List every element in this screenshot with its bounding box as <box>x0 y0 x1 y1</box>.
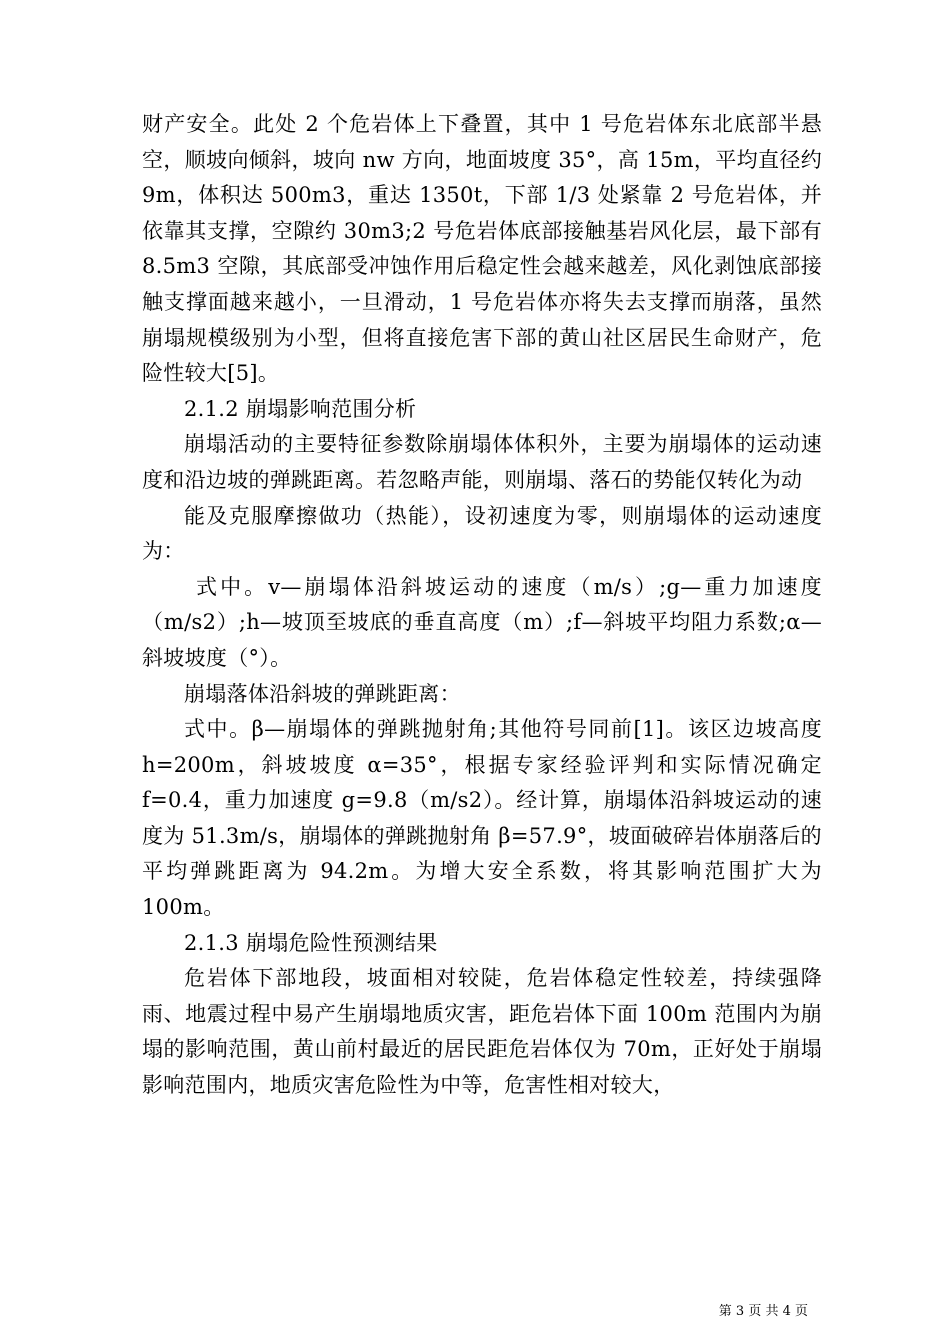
document-body <box>142 107 822 1104</box>
paragraph-velocity-symbols: 式中。v—崩塌体沿斜坡运动的速度（m/s）;g—重力加速度（m/s2）;h—坡顶至坡底的垂直高度（m）;f—斜坡平均阻力系数;α—斜坡坡度（°）。 <box>142 574 822 670</box>
section-heading-2-1-3: 2.1.3 崩塌危险性预测结果 <box>184 930 438 955</box>
paragraph-risk-prediction: 危岩体下部地段，坡面相对较陡，危岩体稳定性较差，持续强降雨、地震过程中易产生崩塌地质灾害，距危岩体下面 100m 范围内为崩塌的影响范围，黄山前村最近的居民距危岩体仅为 70m，正好处于崩塌影响范围内，地质灾害危险性为中等，危害性相对较大， <box>142 966 822 1098</box>
page-number-footer: 第 3 页 共 4 页 <box>718 1304 808 1319</box>
paragraph-bounce-distance-intro: 崩塌落体沿斜坡的弹跳距离： <box>184 681 461 706</box>
paragraph-continuation: 财产安全。此处 2 个危岩体上下叠置，其中 1 号危岩体东北底部半悬空，顺坡向倾斜，坡向 nw 方向，地面坡度 35°，高 15m，平均直径约 9m，体积达 500m3，重达 1350t，下部 1/3 处紧靠 2 号危岩体，并依靠其支撑，空隙约 30m3;2 号危岩体底部接触基岩风化层，最下部有 8.5m3 空隙，其底部受冲蚀作用后稳定性会越来越差，风化剥蚀底部接触支撑面越来越小，一旦滑动，1 号危岩体亦将失去支撑而崩落，虽然崩塌规模级别为小型，但将直接危害下部的黄山社区居民生命财产，危险性较大[5]。 <box>142 112 822 386</box>
paragraph-calculation-results: 式中。β—崩塌体的弹跳抛射角;其他符号同前[1]。该区边坡高度 h=200m，斜坡坡度 α=35°，根据专家经验评判和实际情况确定 f=0.4，重力加速度 g=9.8（m/s2）。经计算，崩塌体沿斜坡运动的速度为 51.3m/s，崩塌体的弹跳抛射角 β=57.9°，坡面破碎岩体崩落后的平均弹跳距离为 94.2m。为增大安全系数，将其影响范围扩大为 100m。 <box>142 717 822 920</box>
section-heading-2-1-2: 2.1.2 崩塌影响范围分析 <box>184 396 417 421</box>
paragraph-velocity-intro: 能及克服摩擦做功（热能），设初速度为零，则崩塌体的运动速度为： <box>142 503 822 564</box>
paragraph-collapse-parameters: 崩塌活动的主要特征参数除崩塌体体积外，主要为崩塌体的运动速度和沿边坡的弹跳距离。若忽略声能，则崩塌、落石的势能仅转化为动 <box>142 432 822 492</box>
